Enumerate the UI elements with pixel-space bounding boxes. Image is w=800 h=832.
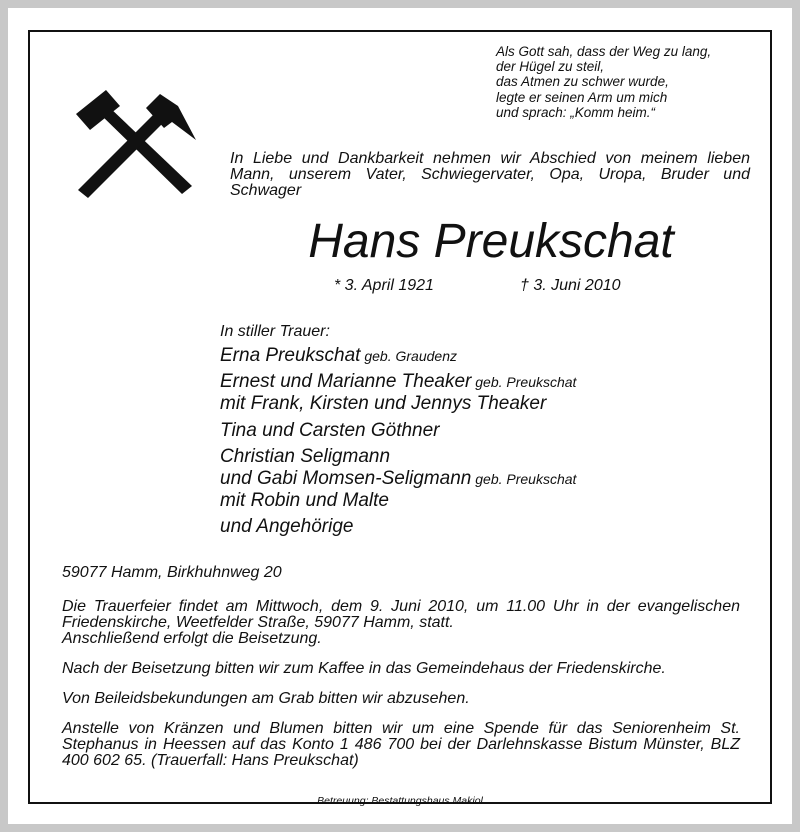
hammer-and-pick-icon <box>68 88 200 200</box>
mourner-name: Christian Seligmann <box>220 446 391 467</box>
notices-block <box>62 599 740 769</box>
mourner-name: Erna Preukschat <box>220 345 361 366</box>
coffee-notice: Nach der Beisetzung bitten wir zum Kaffee in das Gemeindehaus der Friedenskirche. <box>62 660 666 677</box>
mourners-heading: In stiller Trauer: <box>220 323 330 340</box>
funeral-home-credit: Betreuung: Bestattungshaus Makiol <box>317 795 483 807</box>
verse-line: legte er seinen Arm um mich <box>496 89 668 105</box>
verse-line: Als Gott sah, dass der Weg zu lang, <box>496 44 712 59</box>
obituary-sheet <box>8 8 792 824</box>
intro-text: In Liebe und Dankbarkeit nehmen wir Abschied von meinem lieben Mann, unserem Vater, Schwiegervater, Opa, Uropa, Bruder und Schwager <box>230 150 750 199</box>
deceased-name: Hans Preukschat <box>308 215 674 268</box>
donation-notice: Anstelle von Kränzen und Blumen bitten wir um eine Spende für das Seniorenheim St. Stephanus in Heessen auf das Konto 1 486 700 bei der Darlehnskasse Bistum Münster, BLZ 400 602 65. (Trauerfall: Hans Preukschat) <box>62 720 740 769</box>
funeral-service-notice: Die Trauerfeier findet am Mittwoch, dem 9. Juni 2010, um 11.00 Uhr in der evangelischen Friedenskirche, Weetfelder Straße, 59077 Hamm, statt. <box>62 598 740 631</box>
mourner-name: und Angehörige <box>220 516 354 537</box>
mourner-line <box>220 468 576 490</box>
mourner-name: Ernest und Marianne Theaker <box>220 371 472 392</box>
mourner-line <box>220 344 576 368</box>
verse-line: der Hügel zu steil, <box>496 59 605 75</box>
condolence-notice: Von Beileidsbekundungen am Grab bitten wir abzusehen. <box>62 690 470 707</box>
mourner-note: geb. Preukschat <box>471 374 577 390</box>
birth-date: * 3. April 1921 <box>334 277 434 294</box>
mourner-name: mit Frank, Kirsten und Jennys Theaker <box>220 393 547 414</box>
burial-notice: Anschließend erfolgt die Beisetzung. <box>62 630 322 647</box>
mourner-line <box>220 419 576 443</box>
death-date: † 3. Juni 2010 <box>520 277 621 294</box>
mourner-line <box>220 515 576 539</box>
verse-line: das Atmen zu schwer wurde, <box>496 74 669 90</box>
mourner-name: mit Robin und Malte <box>220 490 389 511</box>
mourner-line <box>220 371 576 393</box>
mourner-line <box>220 446 576 468</box>
mourners-list <box>220 344 576 539</box>
verse-line: und sprach: „Komm heim.“ <box>496 104 656 120</box>
family-address: 59077 Hamm, Birkhuhnweg 20 <box>62 564 282 581</box>
verse-block <box>496 44 711 120</box>
mourner-name: und Gabi Momsen-Seligmann <box>220 468 472 489</box>
mourner-note: geb. Graudenz <box>360 348 457 364</box>
mourner-note: geb. Preukschat <box>471 471 577 487</box>
mourner-line <box>220 393 576 415</box>
mourner-name: Tina und Carsten Göthner <box>220 420 440 441</box>
mourner-line <box>220 490 576 512</box>
